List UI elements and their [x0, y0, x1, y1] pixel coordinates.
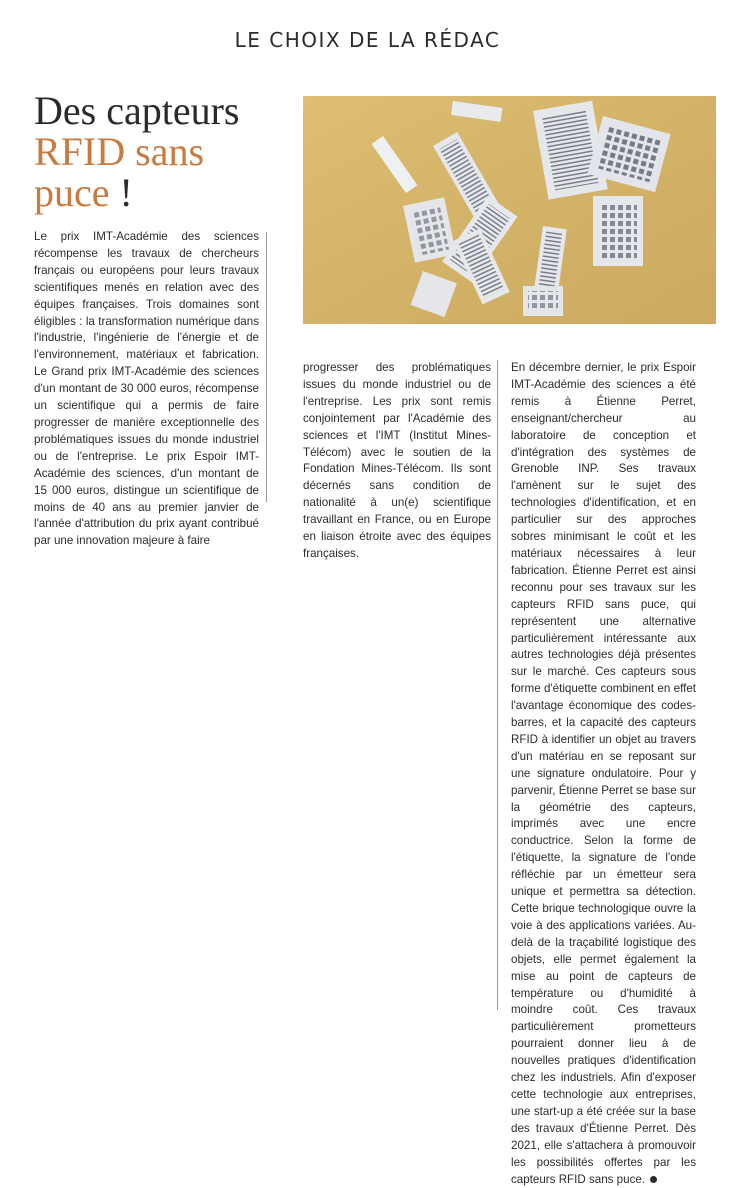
article-column-3	[511, 360, 696, 1188]
article-title	[34, 90, 284, 213]
end-of-article-dot	[650, 1176, 657, 1183]
title-line-3: puce	[34, 170, 110, 215]
rfid-tags-photo	[303, 96, 716, 324]
title-accent: RFID sans	[34, 129, 205, 174]
title-line-1: Des capteurs	[34, 88, 240, 133]
section-header: LE CHOIX DE LA RÉDAC	[234, 28, 501, 52]
title-punctuation: !	[119, 170, 133, 215]
article-column-2: progresser des problématiques issues du monde industriel ou de l'entreprise. Les prix sont remis conjointement par l'Académie des sciences et l'IMT (Institut Mines-Télécom) avec le soutien de la Fondation Mines-Télécom. Ils sont décernés sans condition de nationalité à un(e) scientifique travaillant en France, ou en Europe en liaison étroite avec des équipes françaises.	[303, 361, 491, 560]
column-divider-2	[497, 360, 498, 1010]
article-column-3-text: En décembre dernier, le prix Espoir IMT-Académie des sciences a été remis à Étienne Perret, enseignant/chercheur au laboratoire de conception et d'intégration des systèmes de Grenoble INP. Ses travaux l'amènent sur le sujet des technologies d'identification, et en particulier sur des approches sobres minimisant le coût et les matériaux nécessaires à leur fabrication. Étienne Perret est ainsi reconnu pour ses travaux sur les capteurs RFID sans puce, qui représentent une alternative particulièrement intéressante aux autres technologies déjà présentes sur le marché. Ces capteurs sous forme d'étiquette combinent en effet l'avantage économique des codes-barres, et la capacité des capteurs RFID à identifier un objet au travers d'un matériau en se reposant sur une signature ondulatoire. Pour y parvenir, Étienne Perret se base sur la géométrie des capteurs, imprimés avec une encre conductrice. Selon la forme de l'étiquette, la signature de l'onde réfléchie par un émetteur sera unique et permettra sa détection. Cette brique technologique ouvre la voie à des applications variées. Au-delà de la traçabilité logistique des objets, elle permet également la mise au point de capteurs de température ou d'humidité à moindre coût. Ces travaux particulièrement prometteurs pourraient donner lieu à de nouvelles pratiques d'identification chez les industriels. Afin d'exposer cette technologie aux entreprises, une start-up a été créée sur la base des travaux d'Étienne Perret. Dès 2021, elle s'attachera à promouvoir les possibilités offertes par les capteurs RFID sans puce.	[511, 361, 696, 1186]
column-divider-1	[266, 232, 267, 502]
article-column-1: Le prix IMT-Académie des sciences récompense les travaux de chercheurs français ou européens pour leurs travaux scientifiques menés en relation avec des équipes françaises. Trois domaines sont éligibles : la transformation numérique dans l'industrie, l'ingénierie de l'énergie et de l'environnement, matériaux et fabrication. Le Grand prix IMT-Académie des sciences d'un montant de 30 000 euros, récompense un scientifique qui a permis de faire progresser de manière exceptionnelle des problématiques issues du monde industriel ou de l'entreprise. Le prix Espoir IMT-Académie des sciences, d'un montant de 15 000 euros, distingue un scientifique de moins de 40 ans au premier janvier de l'année d'attribution du prix ayant contribué par une innovation majeure à faire	[34, 230, 259, 548]
